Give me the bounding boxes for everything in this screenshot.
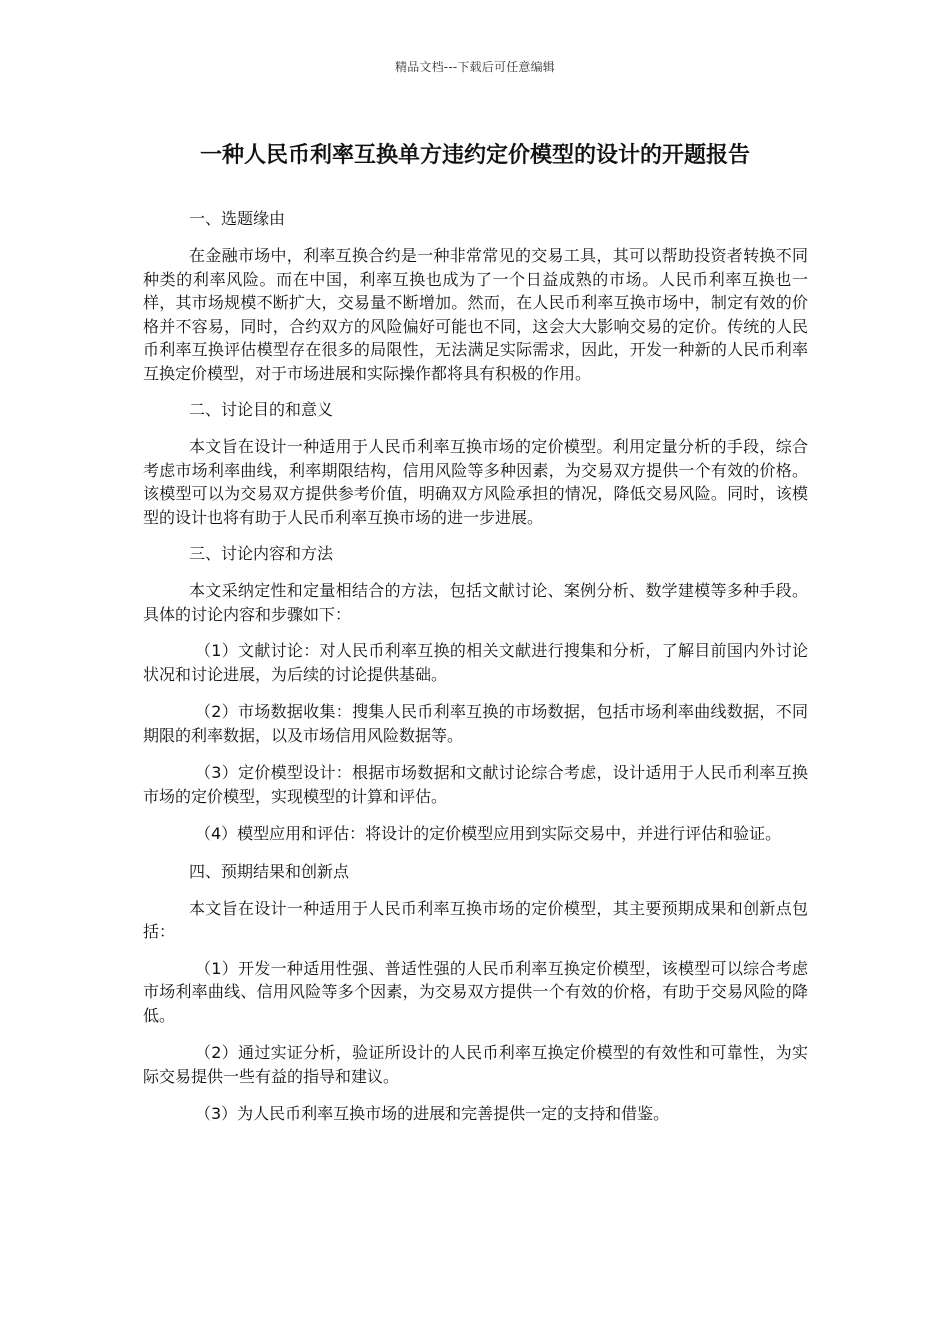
header-note: 精品文档---下载后可任意编辑 — [395, 60, 555, 74]
document-title: 一种人民币利率互换单方违约定价模型的设计的开题报告 — [199, 143, 750, 168]
document-body — [143, 207, 808, 1140]
paragraph: 本文旨在设计一种适用于人民币利率互换市场的定价模型，其主要预期成果和创新点包括： — [143, 898, 808, 941]
paragraph: 本文采纳定性和定量相结合的方法，包括文献讨论、案例分析、数学建模等多种手段。具体的讨论内容和步骤如下： — [143, 581, 808, 624]
paragraph: 本文旨在设计一种适用于人民币利率互换市场的定价模型。利用定量分析的手段，综合考虑市场利率曲线，利率期限结构，信用风险等多种因素，为交易双方提供一个有效的价格。该模型可以为交易双方提供参考价值，明确双方风险承担的情况，降低交易风险。同时，该模型的设计也将有助于人民币利率互换市场的进一步进展。 — [143, 437, 808, 527]
section-heading: 三、讨论内容和方法 — [189, 544, 334, 563]
list-item: （1）开发一种适用性强、普适性强的人民币利率互换定价模型，该模型可以综合考虑市场利率曲线、信用风险等多个因素，为交易双方提供一个有效的价格，有助于交易风险的降低。 — [143, 958, 808, 1025]
section-heading: 二、讨论目的和意义 — [189, 400, 334, 419]
paragraph: 在金融市场中，利率互换合约是一种非常常见的交易工具，其可以帮助投资者转换不同种类的利率风险。而在中国，利率互换也成为了一个日益成熟的市场。人民币利率互换也一样，其市场规模不断扩大，交易量不断增加。然而，在人民币利率互换市场中，制定有效的价格并不容易，同时，合约双方的风险偏好可能也不同，这会大大影响交易的定价。传统的人民币利率互换评估模型存在很多的局限性，无法满足实际需求，因此，开发一种新的人民币利率互换定价模型，对于市场进展和实际操作都将具有积极的作用。 — [143, 246, 808, 383]
section-heading: 四、预期结果和创新点 — [189, 861, 350, 881]
list-item: （3）为人民币利率互换市场的进展和完善提供一定的支持和借鉴。 — [195, 1104, 670, 1123]
list-item: （4）模型应用和评估：将设计的定价模型应用到实际交易中，并进行评估和验证。 — [195, 824, 782, 843]
list-item: （1）文献讨论：对人民币利率互换的相关文献进行搜集和分析，了解目前国内外讨论状况和讨论进展，为后续的讨论提供基础。 — [143, 641, 808, 684]
section-heading: 一、选题缘由 — [189, 209, 286, 228]
list-item: （2）通过实证分析，验证所设计的人民币利率互换定价模型的有效性和可靠性，为实际交易提供一些有益的指导和建议。 — [143, 1043, 808, 1086]
list-item: （2）市场数据收集：搜集人民币利率互换的市场数据，包括市场利率曲线数据，不同期限的利率数据，以及市场信用风险数据等。 — [143, 702, 808, 745]
list-item: （3）定价模型设计：根据市场数据和文献讨论综合考虑，设计适用于人民币利率互换市场的定价模型，实现模型的计算和评估。 — [143, 763, 808, 806]
